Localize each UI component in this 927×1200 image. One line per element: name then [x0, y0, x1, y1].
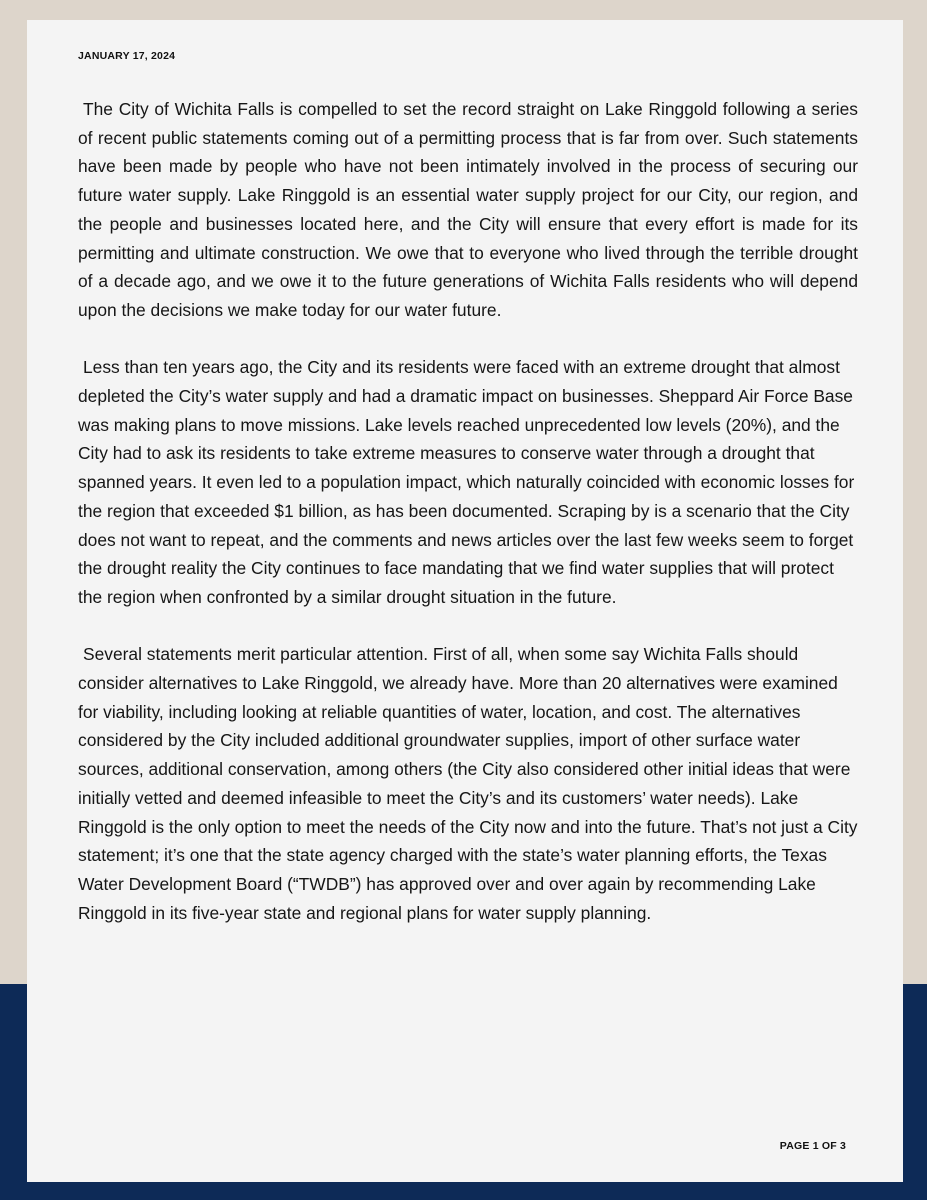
document-date: JANUARY 17, 2024	[78, 50, 176, 62]
document-body	[78, 95, 858, 956]
paragraph-2: Less than ten years ago, the City and its residents were faced with an extreme drought that almost depleted the City’s water supply and had a dramatic impact on businesses. Sheppard Air Force Base was making plans to move missions. Lake levels reached unprecedented low levels (20%), and the City had to ask its residents to take extreme measures to conserve water through a drought that spanned years. It even led to a population impact, which naturally coincided with economic losses for the region that exceeded $1 billion, as has been documented. Scraping by is a scenario that the City does not want to repeat, and the comments and news articles over the last few weeks seem to forget the drought reality the City continues to face mandating that we find water supplies that will protect the region when confronted by a similar drought situation in the future.	[78, 357, 855, 607]
paragraph-1: The City of Wichita Falls is compelled to set the record straight on Lake Ringgold following a series of recent public statements coming out of a permitting process that is far from over. Such statements have been made by people who have not been intimately involved in the process of securing our future water supply. Lake Ringgold is an essential water supply project for our City, our region, and the people and businesses located here, and the City will ensure that every effort is made for its permitting and ultimate construction. We owe that to everyone who lived through the terrible drought of a decade ago, and we owe it to the future generations of Wichita Falls residents who will depend upon the decisions we make today for our water future.	[78, 99, 858, 320]
paragraph-3: Several statements merit particular attention. First of all, when some say Wichita Falls should consider alternatives to Lake Ringgold, we already have. More than 20 alternatives were examined for viability, including looking at reliable quantities of water, location, and cost. The alternatives considered by the City included additional groundwater supplies, import of other surface water sources, additional conservation, among others (the City also considered other initial ideas that were initially vetted and deemed infeasible to meet the City’s and its customers’ water needs). Lake Ringgold is the only option to meet the needs of the City now and into the future. That’s not just a City statement; it’s one that the state agency charged with the state’s water planning efforts, the Texas Water Development Board (“TWDB”) has approved over and over again by recommending Lake Ringgold in its five-year state and regional plans for water supply planning.	[78, 644, 858, 923]
document-page	[27, 20, 903, 1182]
page-number: PAGE 1 OF 3	[779, 1140, 846, 1152]
